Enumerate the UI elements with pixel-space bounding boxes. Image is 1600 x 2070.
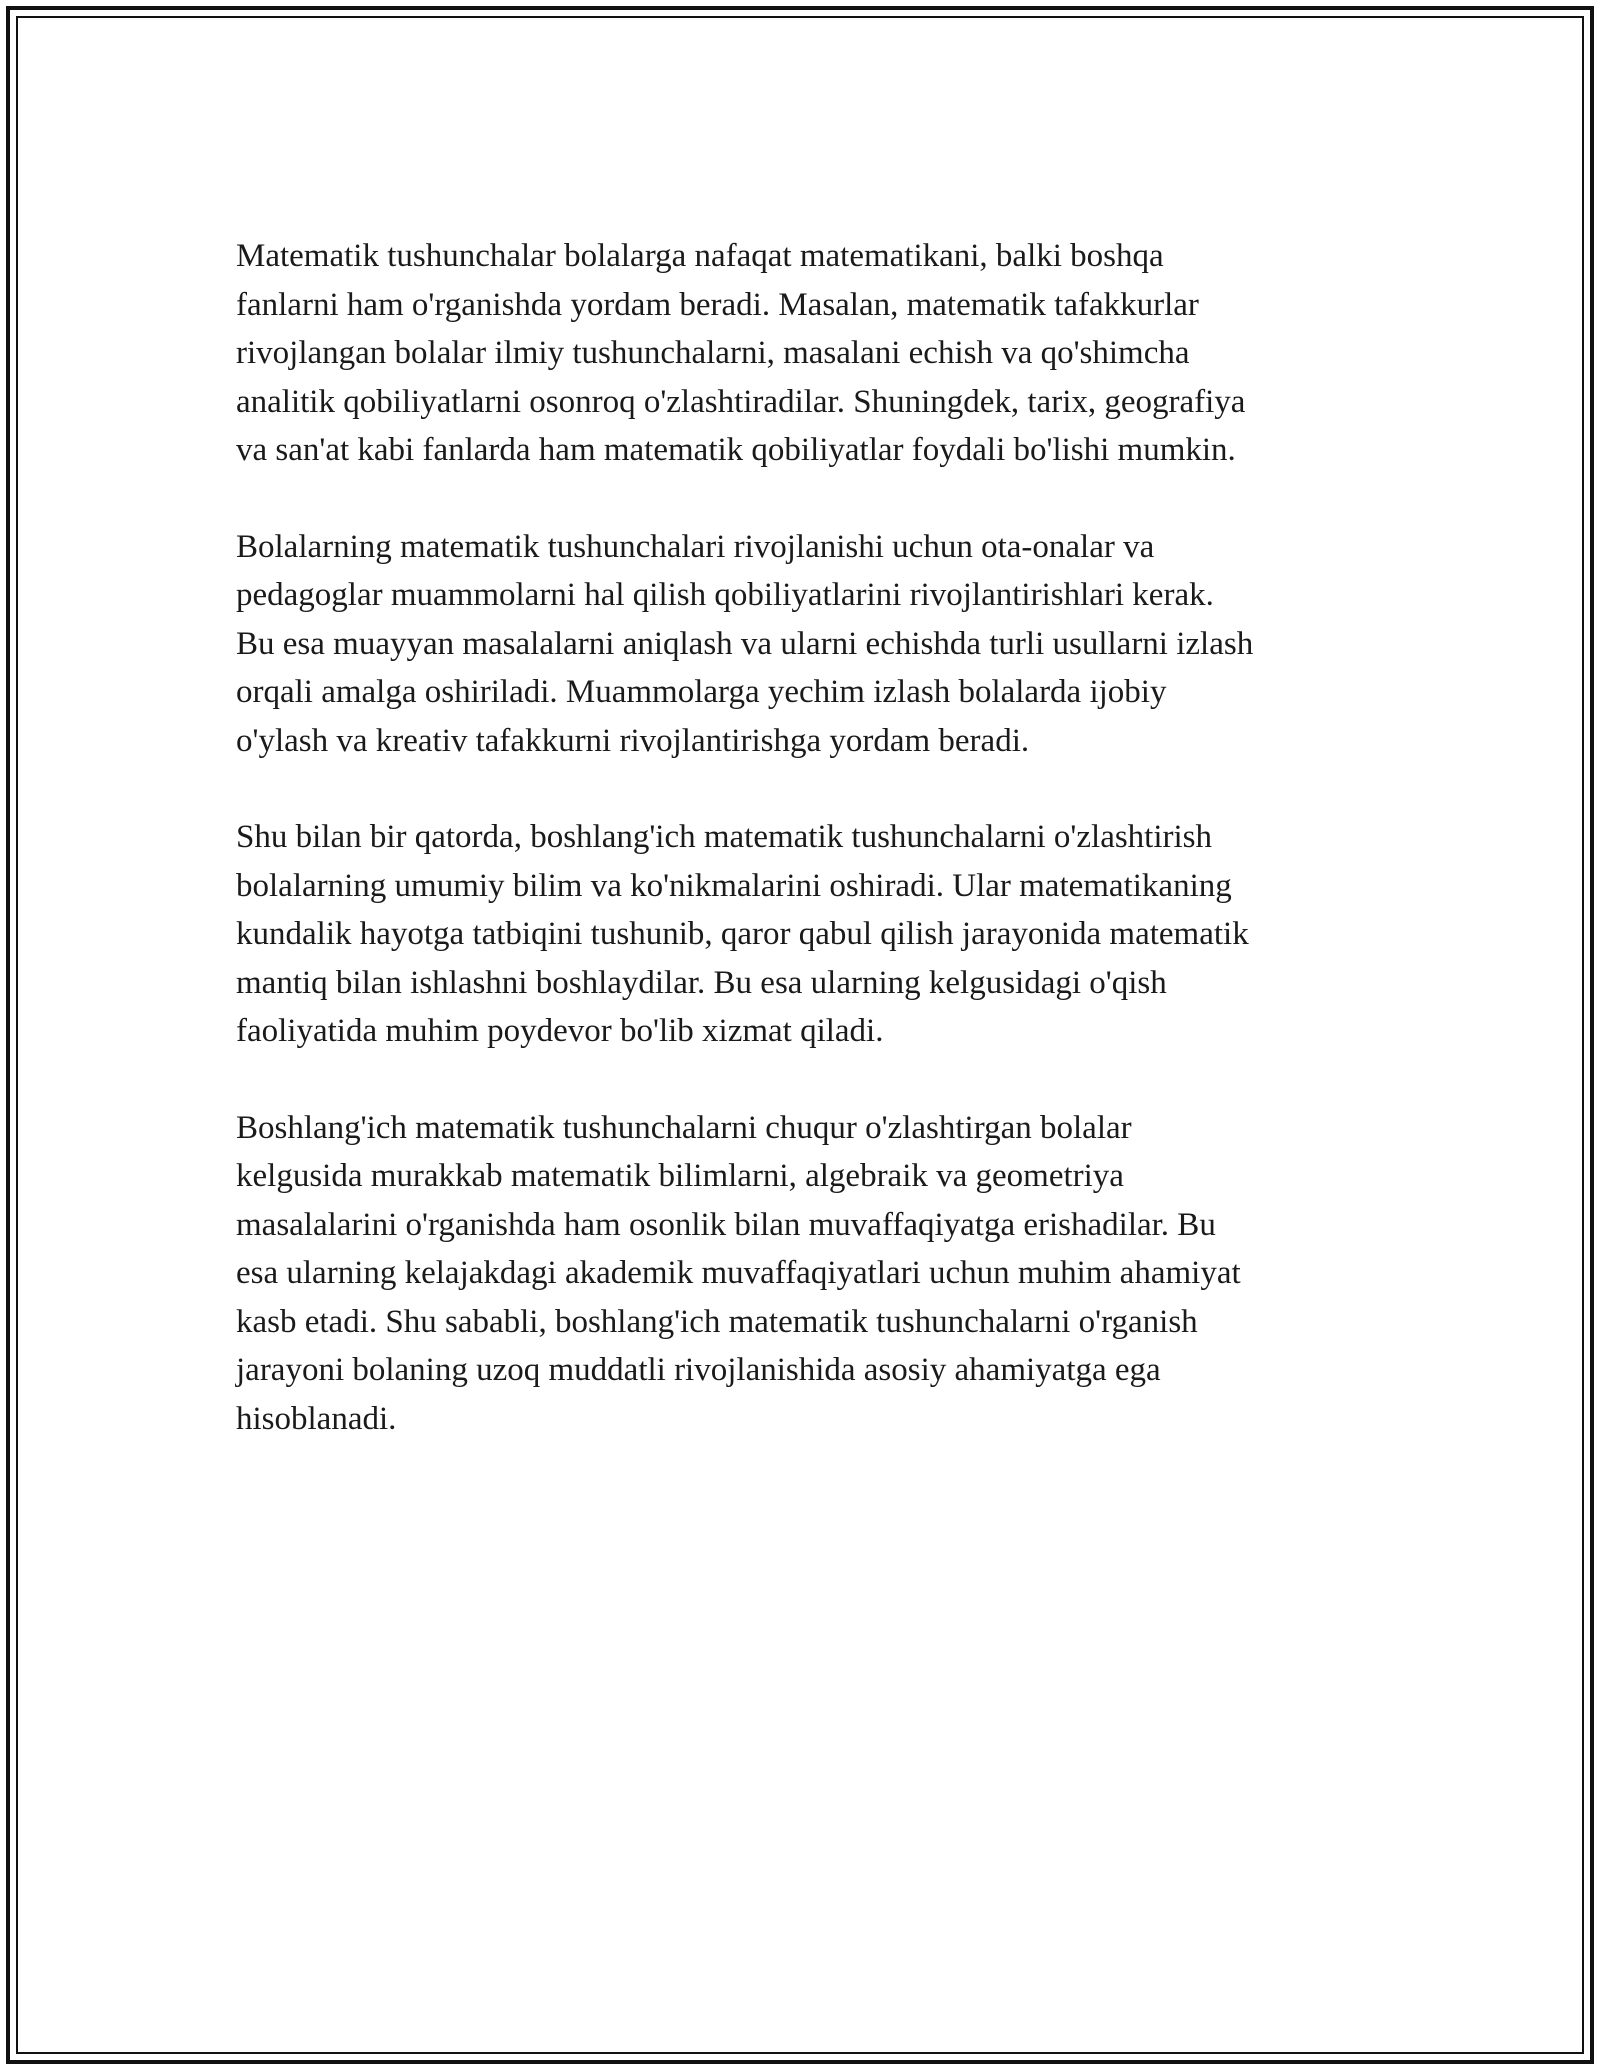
paragraph-line: kundalik hayotga tatbiqini tushunib, qaror qabul qilish jarayonida matematik <box>236 916 1249 952</box>
document-body <box>236 232 1386 1491</box>
paragraph-line: orqali amalga oshiriladi. Muammolarga yechim izlash bolalarda ijobiy <box>236 674 1167 710</box>
paragraph-line: Boshlang'ich matematik tushunchalarni chuqur o'zlashtirgan bolalar <box>236 1109 1132 1146</box>
paragraph-2 <box>236 523 1386 766</box>
paragraph-line: Bu esa muayyan masalalarni aniqlash va ularni echishda turli usullarni izlash <box>236 625 1254 662</box>
paragraph-line: mantiq bilan ishlashni boshlaydilar. Bu esa ularning kelgusidagi o'qish <box>236 964 1167 1001</box>
paragraph-line: Shu bilan bir qatorda, boshlang'ich matematik tushunchalarni o'zlashtirish <box>236 819 1213 855</box>
paragraph-1 <box>236 232 1386 475</box>
paragraph-line: rivojlangan bolalar ilmiy tushunchalarni, masalani echish va qo'shimcha <box>236 335 1190 371</box>
paragraph-4 <box>236 1104 1386 1444</box>
paragraph-line: Matematik tushunchalar bolalarga nafaqat matematikani, balki boshqa <box>236 238 1164 274</box>
paragraph-line: kasb etadi. Shu sababli, boshlang'ich matematik tushunchalarni o'rganish <box>236 1303 1198 1340</box>
paragraph-line: hisoblanadi. <box>236 1400 397 1437</box>
paragraph-line: va san'at kabi fanlarda ham matematik qobiliyatlar foydali bo'lishi mumkin. <box>236 432 1236 468</box>
paragraph-line: pedagoglar muammolarni hal qilish qobiliyatlarini rivojlantirishlari kerak. <box>236 577 1214 613</box>
paragraph-line: faoliyatida muhim poydevor bo'lib xizmat qiladi. <box>236 1013 884 1049</box>
paragraph-3 <box>236 813 1386 1056</box>
paragraph-line: fanlarni ham o'rganishda yordam beradi. Masalan, matematik tafakkurlar <box>236 286 1199 323</box>
paragraph-line: esa ularning kelajakdagi akademik muvaffaqiyatlari uchun muhim ahamiyat <box>236 1255 1241 1291</box>
paragraph-line: bolalarning umumiy bilim va ko'nikmalarini oshiradi. Ular matematikaning <box>236 867 1232 904</box>
paragraph-line: analitik qobiliyatlarni osonroq o'zlashtiradilar. Shuningdek, tarix, geografiya <box>236 383 1246 420</box>
paragraph-line: masalalarini o'rganishda ham osonlik bilan muvaffaqiyatga erishadilar. Bu <box>236 1206 1216 1243</box>
paragraph-line: jarayoni bolaning uzoq muddatli rivojlanishida asosiy ahamiyatga ega <box>236 1352 1161 1388</box>
paragraph-line: Bolalarning matematik tushunchalari rivojlanishi uchun ota-onalar va <box>236 528 1155 565</box>
paragraph-line: kelgusida murakkab matematik bilimlarni, algebraik va geometriya <box>236 1158 1124 1194</box>
paragraph-line: o'ylash va kreativ tafakkurni rivojlantirishga yordam beradi. <box>236 722 1030 759</box>
